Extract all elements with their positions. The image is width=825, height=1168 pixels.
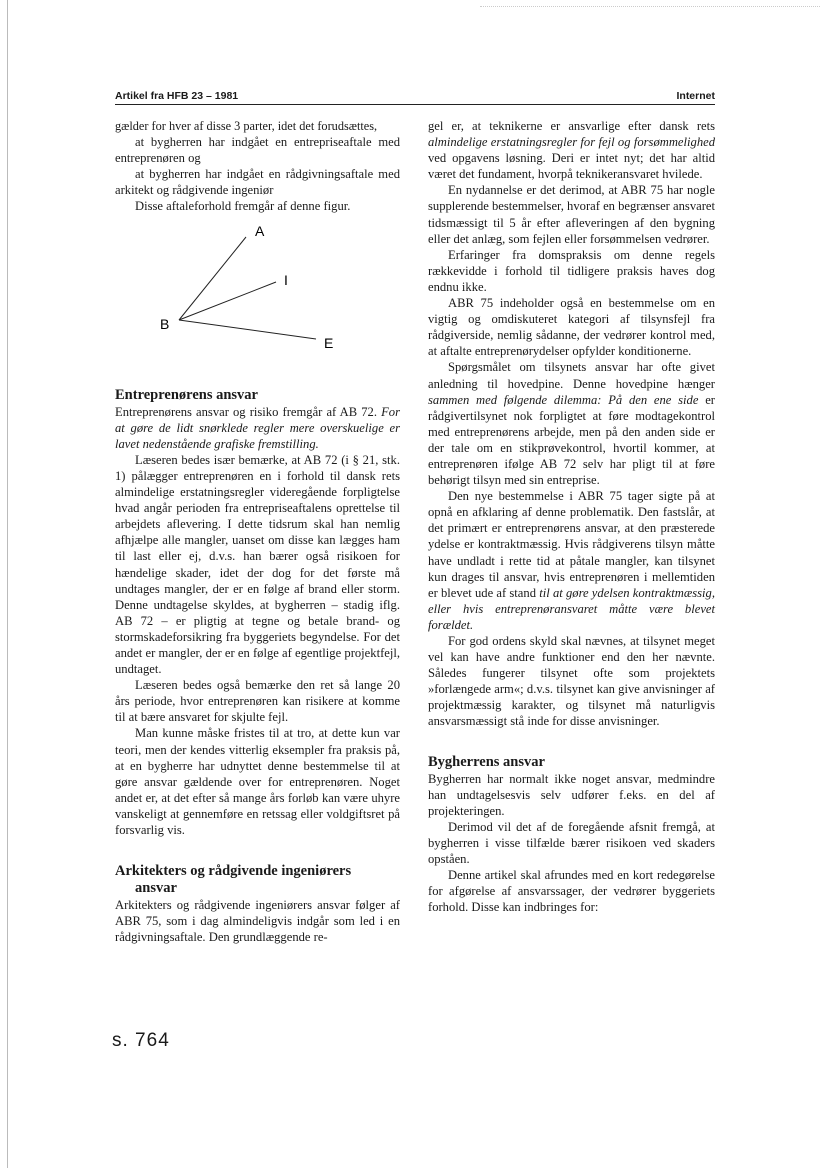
- header-section: Internet: [676, 90, 715, 102]
- scan-edge-line: [7, 0, 8, 1168]
- r-paragraph-1: gel er, at teknikerne er ansvarlige efter dansk rets almindelige erstatningsregler for fejl og forsømmelighed ved opgavens løsning. Deri er intet nyt; det har altid været det fundament, hvorpå teknikeransvaret hvilede.: [428, 119, 715, 182]
- r-paragraph-6: Den nye bestemmelse i ABR 75 tager sigte på at opnå en afklaring af denne problematik. Den fastslår, at det primært er entreprenørens ansvar, at den præsterede ydelse er kontraktmæssig. Hvis rådgiverens tilsyn måtte have undladt i rette tid at påtale mangler, kan tilsynet kun drages til ansvar, hvis entreprenøren i mellemtiden er blevet ude af stand til at gøre ydelsen kontraktmæssig, eller hvis entreprenøransvaret måtte være blevet forældet.: [428, 489, 716, 632]
- label-b: B: [160, 315, 170, 332]
- line-b-i: [179, 282, 276, 320]
- s1-paragraph-1: Entreprenørens ansvar og risiko fremgår af AB 72. For at gøre de lidt snørklede regler mere overskuelige er lavet nedenstående grafiske fremstilling.: [115, 404, 400, 451]
- intro-figure-ref: Disse aftaleforhold fremgår af denne figur.: [135, 199, 351, 214]
- r-paragraph-7: For god ordens skyld skal nævnes, at tilsynet meget vel kan have andre funktioner end den her nævnte. Således fungerer tilsynet ofte som projektets »forlængede arm«; d.v.s. tilsynet kan give anvisninger af projektmæssig karakter, og tilsynet må naturligvis ansvarsmæssigt stå inde for disse anvisninger.: [428, 634, 715, 729]
- page-number: s. 764: [112, 1030, 170, 1051]
- s1-paragraph-2: Læseren bedes især bemærke, at AB 72 (i § 21, stk. 1) pålægger entreprenøren en i forhold til dansk rets almindelige erstatningsregler videregående forpligtelse hvad angår perioden fra entrepriseaftalens oprettelse til arbejdets aflevering. I dette tidsrum skal han nemlig afhjælpe alle mangler, uanset om disse kan lægges ham til last eller ej, d.v.s. han bærer også risikoen for hændelige skader, idet der dog for det første må undtages mangler, der er en følge af brand eller storm. Denne undtagelse skyldes, at bygherren – stadig iflg. AB 72 – er pligtig at tegne og betale brand- og stormskadeforsikring fra byggeriets begyndelse. For det andet er mangler, der er en følge af egentlige projektfejl, undtaget.: [115, 452, 400, 677]
- relationship-figure: [115, 219, 400, 369]
- s2-paragraph-1: Arkitekters og rådgivende ingeniørers ansvar følger af ABR 75, som i dag almindeligvis indgår som led i en rådgivningsaftale. Den grundlæggende re-: [115, 898, 400, 945]
- scan-top-dots: [480, 6, 820, 8]
- section-heading-entreprenor: Entreprenørens ansvar: [115, 386, 258, 403]
- intro-paragraph: gælder for hver af disse 3 parter, idet det forudsættes,: [115, 119, 378, 133]
- label-e: E: [324, 334, 334, 351]
- right-column: [428, 118, 715, 915]
- line-b-a: [179, 237, 246, 320]
- r-paragraph-2: En nydannelse er det derimod, at ABR 75 har nogle supplerende bestemmelser, hvoraf en begrænser ansvaret tidsmæssigt til 5 år efter afleveringen af den bygning eller det anlæg, som fejlen eller forsømmelsen vedrører.: [428, 183, 715, 246]
- s3-paragraph-2: Derimod vil det af de foregående afsnit fremgå, at bygherren i visse tilfælde bærer risikoen ved skaders opståen.: [428, 819, 715, 867]
- intro-item-2: at bygherren har indgået en rådgivningsaftale med arkitekt og rådgivende ingeniør: [115, 167, 400, 198]
- s1-paragraph-3: Læseren bedes også bemærke den ret så lange 20 års periode, hvor entreprenøren kan risikere at komme til at bære ansvaret for skjulte fejl.: [115, 678, 400, 725]
- line-b-e: [179, 320, 316, 339]
- s1-paragraph-4: Man kunne måske fristes til at tro, at dette kun var teori, men der kendes vitterlig eksempler fra praksis på, at en bygherre har udnyttet denne bestemmelse til at gøre ansvar gældende over for entreprenøren. Noget andet er, at det efter så mange års forløb kan være uhyre vanskeligt at gennemføre en retssag eller voldgiftsret på forsvarlig vis.: [115, 726, 400, 837]
- r-paragraph-4: ABR 75 indeholder også en bestemmelse om en vigtig og omdiskuteret kategori af tilsynsfejl fra rådgiverside, nemlig sådanne, der vedrører kontrol med, at aftalte entreprenørydelser opfylder konditionerne.: [428, 296, 715, 359]
- section-heading-bygherre: Bygherrens ansvar: [428, 753, 545, 770]
- s3-paragraph-3: Denne artikel skal afrundes med en kort redegørelse for afgørelse af ansvarssager, der vedrører byggeriets forhold. Disse kan indbringes for:: [428, 868, 715, 915]
- label-a: A: [255, 222, 265, 239]
- header-rule: [115, 104, 715, 105]
- running-header: [115, 90, 715, 104]
- section-heading-arkitekter: Arkitekters og rådgivende ingeniørers ansvar: [115, 863, 352, 897]
- r-paragraph-3: Erfaringer fra domspraksis om denne regels rækkevidde i forhold til tidligere praksis haves dog endnu ikke.: [428, 247, 715, 294]
- r-paragraph-5: Spørgsmålet om tilsynets ansvar har ofte givet anledning til hovedpine. Denne hovedpine hænger sammen med følgende dilemma: På den ene side er rådgivertilsynet nok forpligtet at føre modtagekontrol med entreprenørens arbejde, men på den anden side er der tale om en stikprøvekontrol, hvortil kommer, at entreprenøren ifølge AB 72 selv har pligt til at føre behørigt tilsyn med sin entreprise.: [428, 360, 715, 488]
- header-source: Artikel fra HFB 23 – 1981: [115, 90, 239, 102]
- label-i: I: [284, 271, 288, 288]
- intro-item-1: at bygherren har indgået en entrepriseaftale med entreprenøren og: [115, 135, 400, 166]
- left-column: [115, 118, 400, 945]
- s3-paragraph-1: Bygherren har normalt ikke noget ansvar, medmindre han undtagelsesvis selv udfører f.eks. en del af projekteringen.: [428, 771, 715, 818]
